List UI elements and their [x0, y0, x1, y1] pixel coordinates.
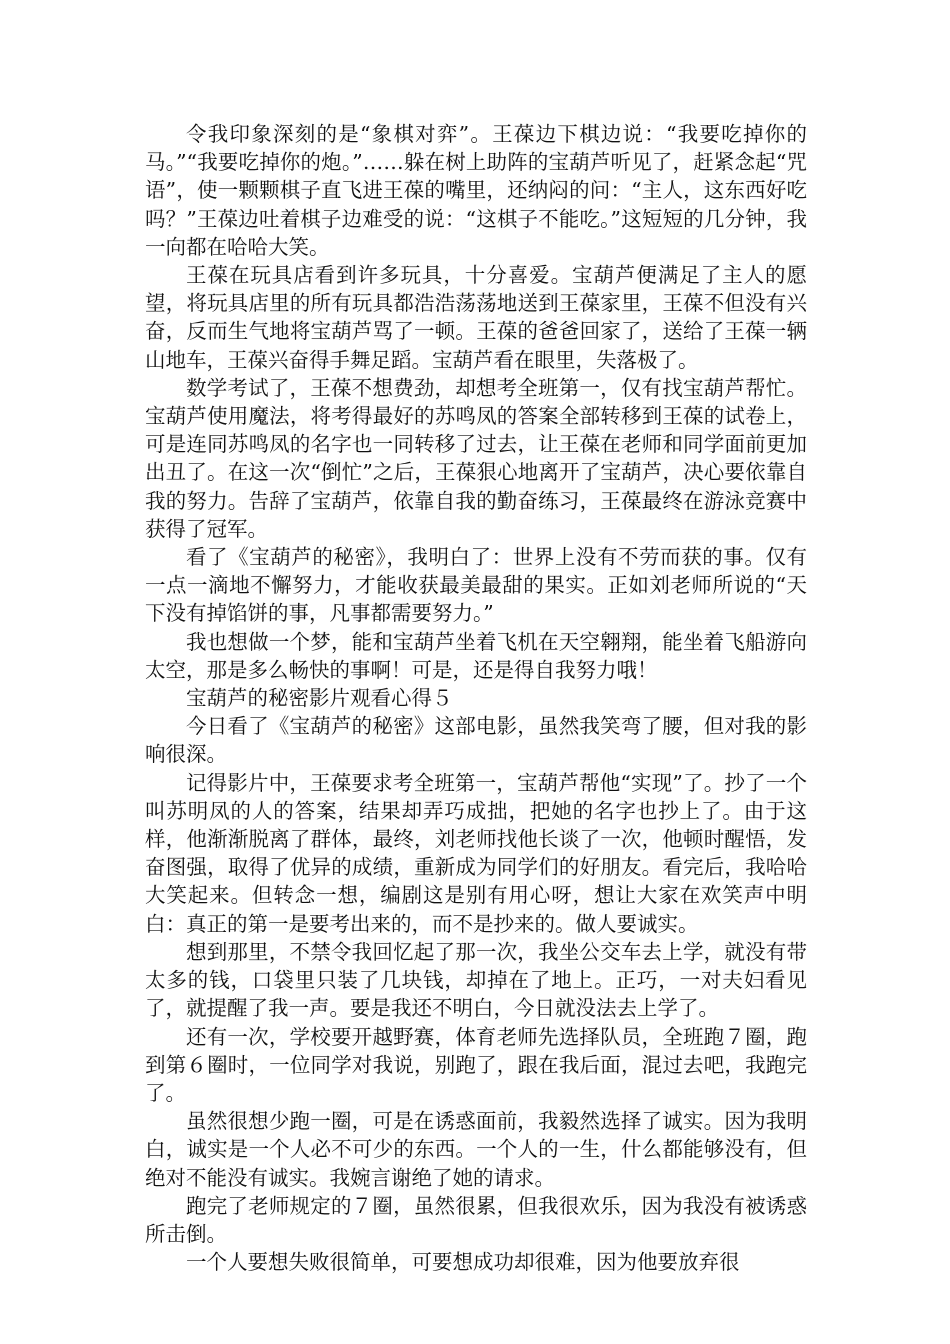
paragraph-toy-store: 王葆在玩具店看到许多玩具，十分喜爱。宝葫芦便满足了主人的愿望，将玩具店里的所有玩具都浩浩荡荡地送到王葆家里，王葆不但没有兴奋，反而生气地将宝葫芦骂了一顿。王葆的爸爸回家了，送给了王葆一辆山地车，王葆兴奋得手舞足蹈。宝葫芦看在眼里，失落极了。 [145, 263, 807, 372]
paragraph-race: 还有一次，学校要开越野赛，体育老师先选择队员，全班跑７圈，跑到第６圈时，一位同学对我说，别跑了，跟在我后面，混过去吧，我跑完了。 [145, 1024, 807, 1105]
paragraph-chess: 令我印象深刻的是“象棋对弈”。王葆边下棋边说：“我要吃掉你的马。”“我要吃掉你的炮。”……躲在树上助阵的宝葫芦听见了，赶紧念起“咒语”，使一颗颗棋子直飞进王葆的嘴里，还纳闷的问：“主人，这东西好吃吗？”王葆边吐着棋子边难受的说：“这棋子不能吃。”这短短的几分钟，我一向都在哈哈大笑。 [145, 122, 807, 259]
paragraph-dream: 我也想做一个梦，能和宝葫芦坐着飞机在天空翱翔，能坐着飞船游向太空，那是多么畅快的事啊！可是，还是得自我努力哦！ [145, 629, 807, 682]
paragraph-math-exam: 数学考试了，王葆不想费劲，却想考全班第一，仅有找宝葫芦帮忙。宝葫芦使用魔法，将考得最好的苏鸣凤的答案全部转移到王葆的试卷上，可是连同苏鸣凤的名字也一同转移了过去，让王葆在老师和同学面前更加出丑了。在这一次“倒忙”之后，王葆狠心地离开了宝葫芦，决心要依靠自我的努力。告辞了宝葫芦，依靠自我的勤奋练习，王葆最终在游泳竞赛中获得了冠军。 [145, 375, 807, 541]
paragraph-success: 一个人要想失败很简单，可要想成功却很难，因为他要放弃很 [186, 1250, 740, 1275]
paragraph-honesty: 虽然很想少跑一圈，可是在诱惑面前，我毅然选择了诚实。因为我明白，诚实是一个人必不可少的东西。一个人的一生，什么都能够没有，但绝对不能没有诚实。我婉言谢绝了她的请求。 [145, 1109, 807, 1190]
paragraph-bus-memory: 想到那里，不禁令我回忆起了那一次，我坐公交车去上学，就没有带太多的钱，口袋里只装了几块钱，却掉在了地上。正巧，一对夫妇看见了，就提醒了我一声。要是我还不明白，今日就没法去上学了。 [145, 939, 807, 1021]
paragraph-finish-race: 跑完了老师规定的７圈，虽然很累，但我很欢乐，因为我没有被诱惑所击倒。 [145, 1193, 807, 1246]
section-heading: 宝葫芦的秘密影片观看心得５ [186, 686, 453, 711]
paragraph-lesson: 看了《宝葫芦的秘密》，我明白了：世界上没有不劳而获的事。仅有一点一滴地不懈努力，才能收获最美最甜的果实。正如刘老师所说的“天下没有掉馅饼的事，凡事都需要努力。” [145, 545, 807, 626]
document-body [145, 120, 807, 1276]
paragraph-intro-2: 今日看了《宝葫芦的秘密》这部电影，虽然我笑弯了腰，但对我的影响很深。 [145, 714, 807, 767]
paragraph-film-memory: 记得影片中，王葆要求考全班第一，宝葫芦帮他“实现”了。抄了一个叫苏明凤的人的答案，结果却弄巧成拙，把她的名字也抄上了。由于这样，他渐渐脱离了群体，最终，刘老师找他长谈了一次，他顿时醒悟，发奋图强，取得了优异的成绩，重新成为同学们的好朋友。看完后，我哈哈大笑起来。但转念一想，编剧这是别有用心呀，想让大家在欢笑声中明白：真正的第一是要考出来的，而不是抄来的。做人要诚实。 [145, 770, 807, 936]
